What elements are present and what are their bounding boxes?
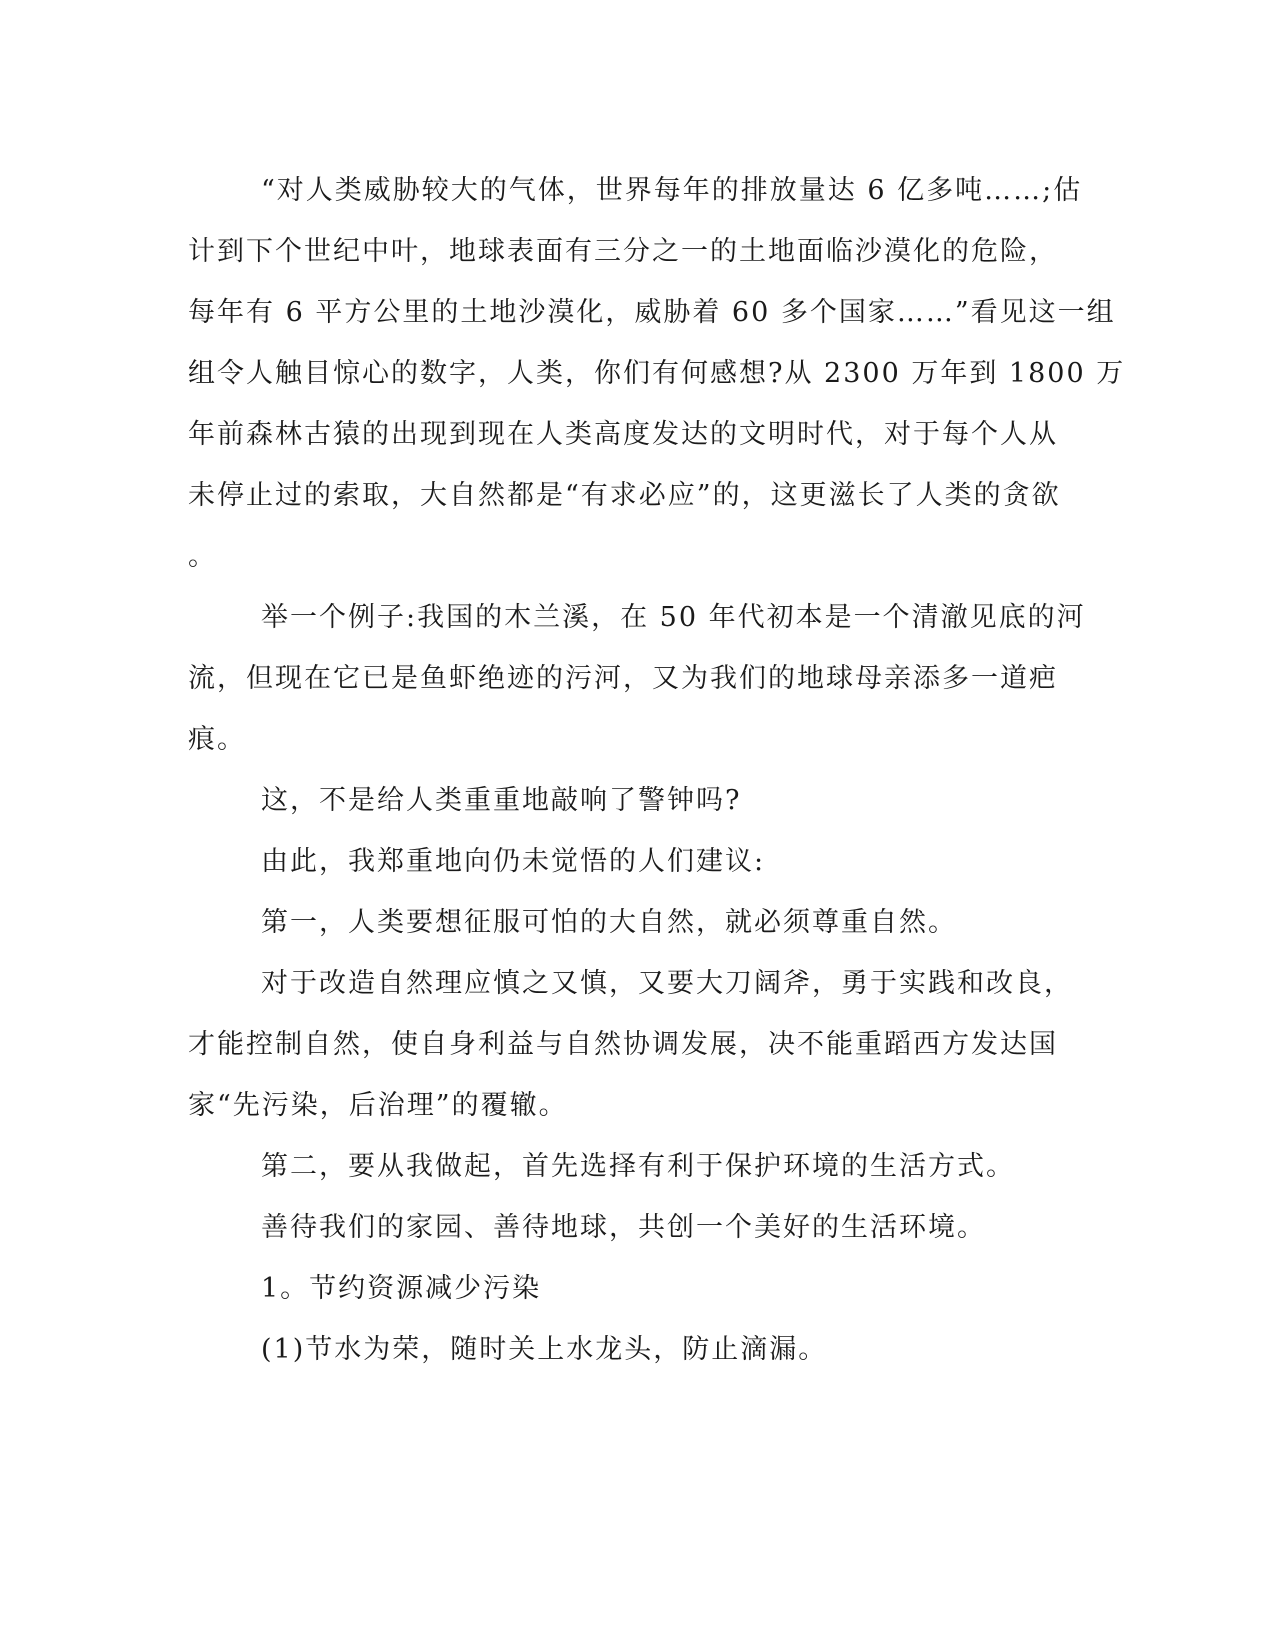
text-line: (1)节水为荣，随时关上水龙头，防止滴漏。 [261, 1334, 828, 1365]
text-line: 年前森林古猿的出现到现在人类高度发达的文明时代，对于每个人从 [188, 419, 1058, 450]
text-line: 由此，我郑重地向仍未觉悟的人们建议: [261, 846, 766, 877]
text-line: 善待我们的家园、善待地球，共创一个美好的生活环境。 [261, 1212, 986, 1243]
text-line: 第二，要从我做起，首先选择有利于保护环境的生活方式。 [261, 1151, 1015, 1182]
text-line: 家“先污染，后治理”的覆辙。 [188, 1090, 568, 1121]
text-line: “对人类威胁较大的气体，世界每年的排放量达 6 亿多吨……;估 [261, 175, 1083, 206]
text-line: 组令人触目惊心的数字，人类，你们有何感想?从 2300 万年到 1800 万 [188, 358, 1126, 389]
text-line: 对于改造自然理应慎之又慎，又要大刀阔斧，勇于实践和改良， [261, 968, 1073, 999]
text-line: 计到下个世纪中叶，地球表面有三分之一的土地面临沙漠化的危险， [188, 236, 1058, 267]
text-line: 举一个例子:我国的木兰溪，在 50 年代初本是一个清澈见底的河 [261, 602, 1086, 633]
text-line: 。 [188, 541, 217, 572]
text-line: 流，但现在它已是鱼虾绝迹的污河，又为我们的地球母亲添多一道疤 [188, 663, 1058, 694]
document-body [188, 160, 1126, 1380]
text-line: 这，不是给人类重重地敲响了警钟吗? [261, 785, 742, 816]
text-line: 未停止过的索取，大自然都是“有求必应”的，这更滋长了人类的贪欲 [188, 480, 1061, 511]
text-line: 第一，人类要想征服可怕的大自然，就必须尊重自然。 [261, 907, 957, 938]
text-line: 才能控制自然，使自身利益与自然协调发展，决不能重蹈西方发达国 [188, 1029, 1058, 1060]
text-line: 痕。 [188, 724, 246, 755]
text-line: 每年有 6 平方公里的土地沙漠化，威胁着 60 多个国家……”看见这一组 [188, 297, 1116, 328]
text-line: 1。节约资源减少污染 [261, 1273, 542, 1304]
